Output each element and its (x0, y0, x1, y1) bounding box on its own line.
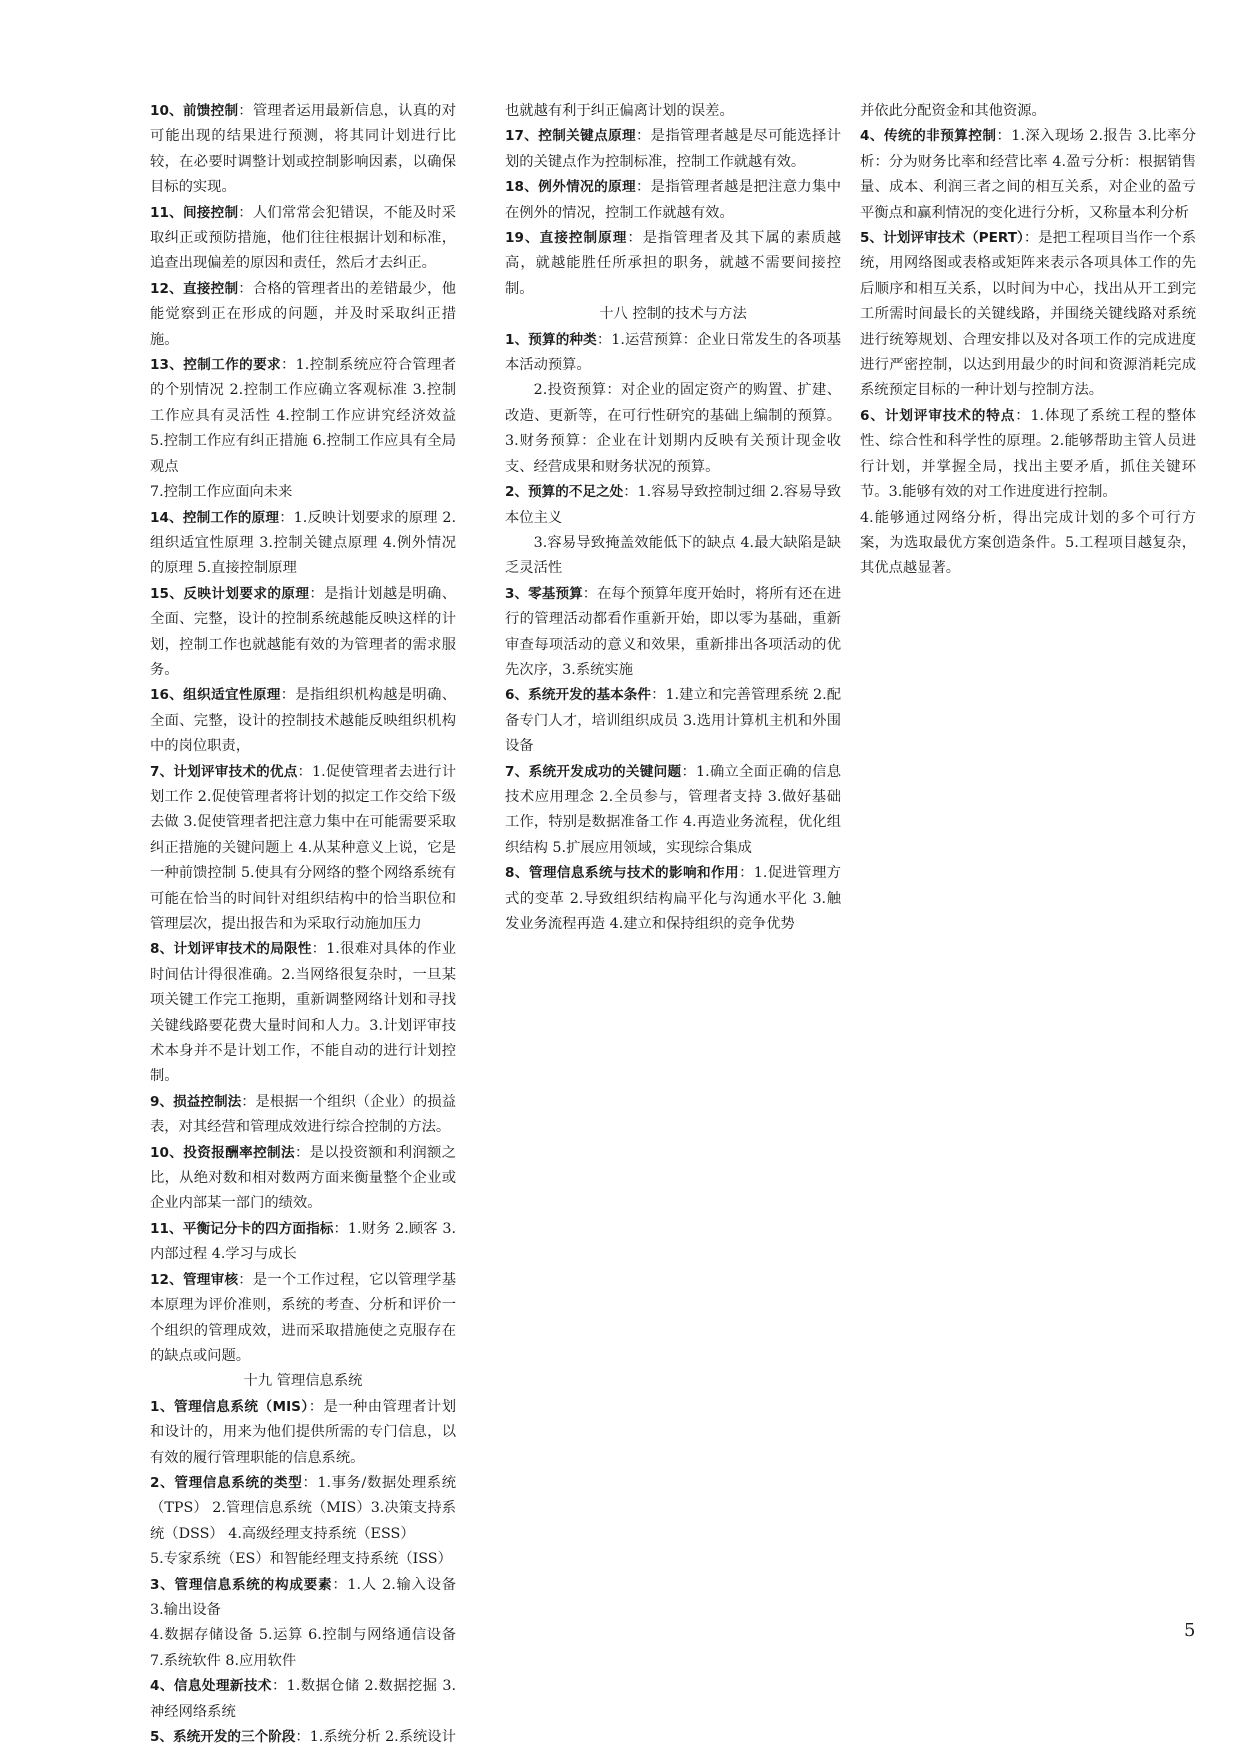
term-heading: 15、反映计划要求的原理 (150, 585, 310, 602)
item-mis-definition (150, 1395, 456, 1471)
item-pert-features (860, 404, 1196, 506)
column-middle (505, 99, 841, 937)
term-heading: 10、投资报酬率控制法 (150, 1144, 295, 1161)
item-control-requirements (150, 353, 456, 480)
term-definition: ：是一种由管理者计划和设计的，用来为他们提供所需的专门信息，以有效的履行管理职能的信息系统。 (150, 1398, 456, 1466)
item-non-budget-control (860, 124, 1196, 226)
item-zero-based-budget (505, 582, 841, 684)
term-heading: 9、损益控制法 (150, 1093, 242, 1110)
item-mis-impact (505, 861, 841, 937)
term-definition: ：1.体现了系统工程的整体性、综合性和科学性的原理。2.能够帮助主管人员进行计划，并掌握全局，找出主要矛盾，抓住关键环节。3.能够有效的对工作进度进行控制。 (860, 407, 1196, 501)
page-number: 5 (1184, 1620, 1196, 1641)
term-heading: 6、计划评审技术的特点 (860, 407, 1016, 424)
item-info-processing-tech (150, 1674, 456, 1725)
term-heading: 14、控制工作的原理 (150, 509, 280, 526)
term-heading: 1、预算的种类 (505, 331, 597, 348)
term-heading: 1、管理信息系统（MIS） (150, 1398, 309, 1415)
term-definition: ：是以投资额和利润额之比，从绝对数和相对数两方面来衡量整个企业或企业内部某一部门的绩效。 (150, 1144, 456, 1212)
item-indirect-control (150, 201, 456, 277)
item-mis-types (150, 1471, 456, 1547)
term-definition: ：1.控制系统应符合管理者的个别情况 2.控制工作应确立客观标准 3.控制工作应具有灵活性 4.控制工作应讲究经济效益 5.控制工作应有纠正措施 6.控制工作应具有全局观点 (150, 357, 457, 475)
term-definition: ：是指管理者越是尽可能选择计划的关键点作为控制标准，控制工作就越有效。 (505, 128, 841, 170)
item-control-principles (150, 506, 456, 582)
term-definition: ：是指组织机构越是明确、全面、完整，设计的控制技术越能反映组织机构中的岗位职责， (150, 687, 457, 755)
term-heading: 7、计划评审技术的优点 (150, 763, 298, 780)
continuation-text: 并依此分配资金和其他资源。 (860, 103, 1046, 119)
item-direct-control (150, 277, 456, 353)
item-exception-principle (505, 175, 841, 226)
section-heading-18: 十八 控制的技术与方法 (599, 306, 747, 323)
term-heading: 3、零基预算 (505, 585, 583, 602)
term-heading: 8、管理信息系统与技术的影响和作用 (505, 865, 740, 882)
term-definition: ：是指管理者越是把注意力集中在例外的情况，控制工作就越有效。 (505, 179, 841, 221)
term-heading: 8、计划评审技术的局限性 (150, 941, 312, 958)
term-heading: 5、计划评审技术（PERT） (860, 230, 1024, 247)
section-heading-19: 十九 管理信息系统 (243, 1373, 363, 1390)
term-heading: 2、管理信息系统的类型 (150, 1474, 303, 1491)
item-pert-limitations (150, 937, 456, 1089)
item-control-requirements-extra: 7.控制工作应面向未来 (150, 484, 293, 501)
term-heading: 12、管理审核 (150, 1271, 239, 1288)
term-definition: ：人们常常会犯错误，不能及时采取纠正或预防措施，他们往往根据计划和标准，追查出现偏差的原因和责任，然后才去纠正。 (150, 204, 457, 272)
term-heading: 4、信息处理新技术 (150, 1678, 272, 1695)
term-heading: 10、前馈控制 (150, 103, 239, 119)
term-definition: ：是把工程项目当作一个系统，用网络图或表格或矩阵来表示各项具体工作的先后顺序和相互关系，以时间为中心，找出从开工到完工所需时间最长的关键线路，并围绕关键线路对系统进行统筹规划、合理安排以及对各项工作的完成进度进行严密控制，以达到用最少的时间和资源消耗完成系统预定目标的一种计划与控制方法。 (860, 230, 1196, 399)
term-heading: 2、预算的不足之处 (505, 484, 624, 501)
term-heading: 4、传统的非预算控制 (860, 128, 997, 145)
term-heading: 11、平衡记分卡的四方面指标 (150, 1220, 334, 1237)
term-heading: 13、控制工作的要求 (150, 357, 282, 374)
item-mis-elements (150, 1573, 456, 1624)
term-definition: ：1.财务 2.顾客 3.内部过程 4.学习与成长 (150, 1220, 456, 1263)
item-system-dev-conditions (505, 683, 841, 759)
term-heading: 6、系统开发的基本条件 (505, 687, 652, 704)
item-management-audit (150, 1268, 456, 1370)
term-heading: 12、直接控制 (150, 280, 239, 297)
term-definition: ：1.促使管理者去进行计划工作 2.促使管理者将计划的拟定工作交给下级去做 3.促使管理者把注意力集中在可能需要采取纠正措施的关键问题上 4.从某种意义上说，它是一种前馈控制 5.使具有分网络的整个网络系统有可能在恰当的时间针对组织结构中的恰当职位和管理层次，提出报告和为采取行动施加压力 (150, 763, 456, 932)
item-pert-advantages (150, 760, 456, 938)
item-pert-features-extra: 4.能够通过网络分析，得出完成计划的多个可行方案，为选取最优方案创造条件。5.工程项目越复杂，其优点越显著。 (860, 509, 1196, 577)
item-mis-types-extra: 5.专家系统（ES）和智能经理支持系统（ISS） (150, 1551, 452, 1568)
term-definition: ：1.很难对具体的作业时间估计得很准确。2.当网络很复杂时，一旦某项关键工作完工拖期，重新调整网络计划和寻找关键线路要花费大量时间和人力。3.计划评审技术本身并不是计划工作，不能自动的进行计划控制。 (150, 941, 456, 1085)
term-definition: ：合格的管理者出的差错最少，他能觉察到正在形成的问题，并及时采取纠正措施。 (150, 280, 457, 348)
term-definition: ：是指管理者及其下属的素质越高，就越能胜任所承担的职务，就越不需要间接控制。 (505, 230, 842, 297)
term-heading: 19、直接控制原理 (505, 230, 628, 247)
item-key-point-principle (505, 124, 841, 175)
term-definition: ：1.事务/数据处理系统（TPS） 2.管理信息系统（MIS）3.决策支持系统（DSS） 4.高级经理支持系统（ESS） (150, 1474, 456, 1542)
item-system-dev-stages (150, 1725, 456, 1750)
term-definition: ：是指计划越是明确、全面、完整，设计的控制系统越能反映这样的计划，控制工作也就越能有效的为管理者的需求服务。 (150, 585, 457, 678)
term-definition: ：1.人 2.输入设备 3.输出设备 (150, 1576, 456, 1618)
term-heading: 18、例外情况的原理 (505, 179, 637, 196)
term-definition: ：1.反映计划要求的原理 2.组织适宜性原理 3.控制关键点原理 4.例外情况的原理 5.直接控制原理 (150, 509, 456, 577)
item-budget-types (505, 328, 841, 379)
item-pert-definition (860, 226, 1196, 404)
item-plan-reflection-principle (150, 582, 456, 684)
item-roi-control (150, 1141, 456, 1217)
item-balanced-scorecard (150, 1217, 456, 1268)
term-definition: ：1.深入现场 2.报告 3.比率分析：分为财务比率和经营比率 4.盈亏分析：根据销售量、成本、利润三者之间的相互关系，对企业的盈亏平衡点和赢利情况的变化进行分析，又称量本利分析 (860, 128, 1196, 221)
term-heading: 17、控制关键点原理 (505, 128, 637, 145)
term-heading: 3、管理信息系统的构成要素 (150, 1576, 333, 1593)
continuation-text: 也就越有利于纠正偏离计划的误差。 (505, 103, 734, 119)
term-definition: ：1.系统分析 2.系统设计 (295, 1729, 456, 1745)
term-definition: ：1.建立和完善管理系统 2.配备专门人才，培训组织成员 3.选用计算机主机和外围设备 (505, 687, 841, 755)
column-right (860, 99, 1196, 582)
term-heading: 7、系统开发成功的关键问题 (505, 763, 682, 780)
term-definition: ：1.确立全面正确的信息技术应用理念 2.全员参与，管理者支持 3.做好基础工作，特别是数据准备工作 4.再造业务流程，优化组织结构 5.扩展应用领域，实现综合集成 (505, 763, 842, 856)
term-heading: 16、组织适宜性原理 (150, 687, 281, 704)
term-definition: ：1.运营预算：企业日常发生的各项基本活动预算。 (505, 331, 841, 374)
item-mis-elements-extra: 4.数据存储设备 5.运算 6.控制与网络通信设备 7.系统软件 8.应用软件 (150, 1627, 456, 1669)
term-definition: ：1.容易导致控制过细 2.容易导致本位主义 (505, 484, 841, 526)
term-definition: ：1.数据仓储 2.数据挖掘 3.神经网络系统 (150, 1678, 456, 1720)
item-system-dev-key-issues (505, 760, 841, 862)
item-budget-shortcomings (505, 480, 841, 531)
item-budget-shortcomings-extra: 3.容易导致掩盖效能低下的缺点 4.最大缺陷是缺乏灵活性 (505, 534, 841, 577)
term-heading: 11、间接控制 (150, 204, 239, 221)
item-direct-control-principle (505, 226, 841, 302)
item-org-suitability-principle (150, 683, 456, 759)
term-definition: ：在每个预算年度开始时，将所有还在进行的管理活动都看作重新开始，即以零为基础，重新审查每项活动的意义和效果，重新排出各项活动的优先次序，3.系统实施 (505, 585, 841, 678)
term-definition: ：管理者运用最新信息，认真的对可能出现的结果进行预测，将其同计划进行比较，在必要时调整计划或控制影响因素，以确保目标的实现。 (150, 103, 457, 196)
column-left (150, 99, 456, 1750)
term-definition: ：是一个工作过程，它以管理学基本原理为评价准则，系统的考查、分析和评价一个组织的管理成效，进而采取措施使之克服存在的缺点或问题。 (150, 1271, 457, 1364)
term-definition: ：1.促进管理方式的变革 2.导致组织结构扁平化与沟通水平化 3.触发业务流程再造 4.建立和保持组织的竞争优势 (505, 865, 841, 932)
term-heading: 5、系统开发的三个阶段 (150, 1729, 296, 1745)
term-definition: ：是根据一个组织（企业）的损益表，对其经营和管理成效进行综合控制的方法。 (150, 1093, 456, 1136)
item-budget-types-extra: 2.投资预算：对企业的固定资产的购置、扩建、改造、更新等，在可行性研究的基础上编制的预算。3.财务预算：企业在计划期内反映有关预计现金收支、经营成果和财务状况的预算。 (505, 382, 841, 475)
item-feedforward-control (150, 99, 456, 201)
item-profit-loss-control (150, 1090, 456, 1141)
